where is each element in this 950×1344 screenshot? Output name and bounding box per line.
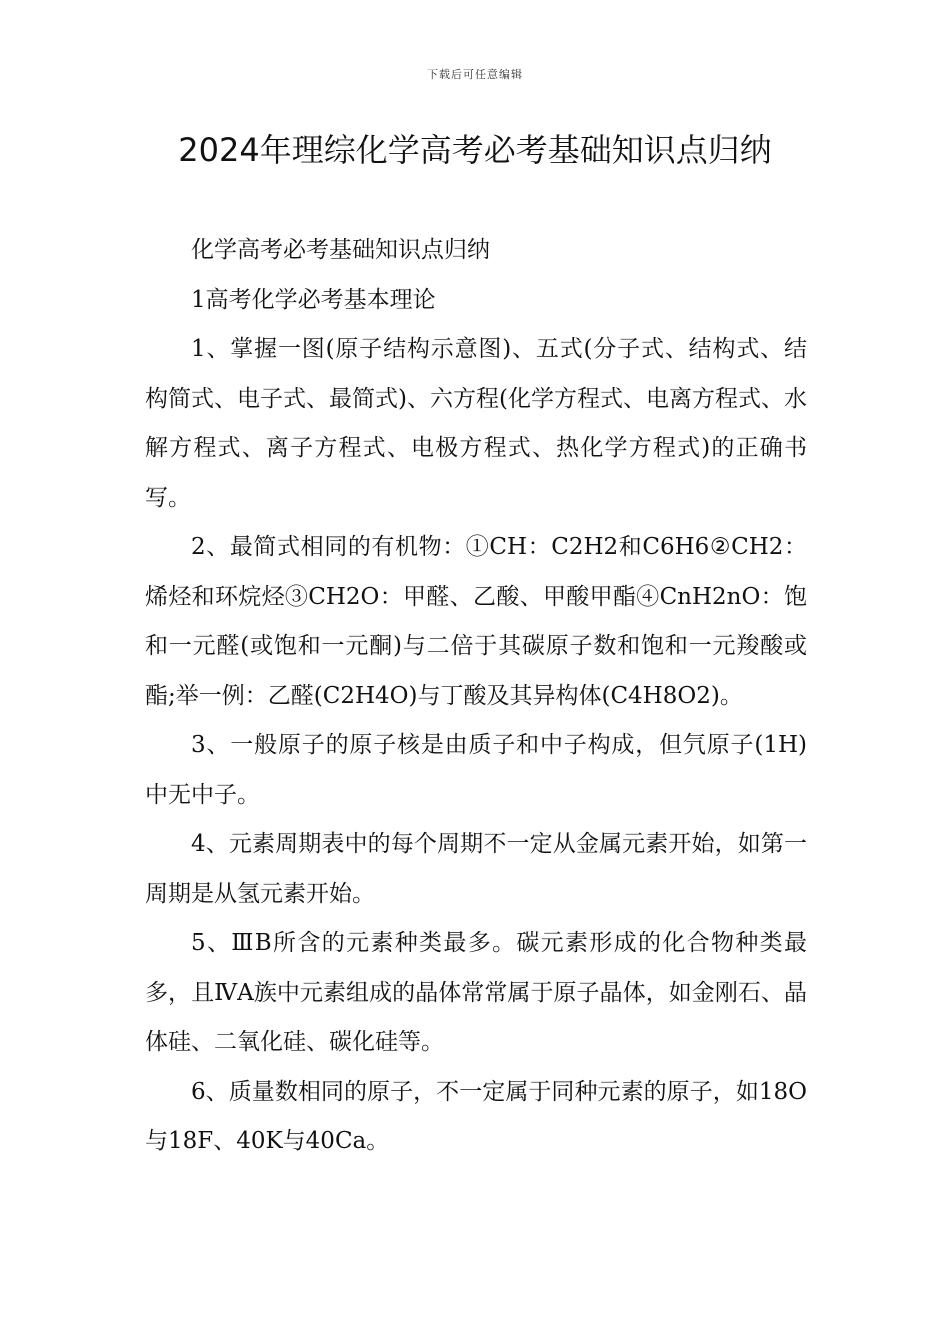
paragraph-item-4: 4、元素周期表中的每个周期不一定从金属元素开始，如第一周期是从氢元素开始。 xyxy=(145,831,807,907)
paragraph-item-2: 2、最简式相同的有机物：①CH：C2H2和C6H6②CH2：烯烃和环烷烃③CH2O：甲醛、乙酸、甲酸甲酯④CnH2nO：饱和一元醛(或饱和一元酮)与二倍于其碳原子数和饱和一元羧酸或酯;举一例：乙醛(C2H4O)与丁酸及其异构体(C4H8O2)。 xyxy=(145,534,807,709)
paragraph-item-5: 5、ⅢB所含的元素种类最多。碳元素形成的化合物种类最多，且ⅣA族中元素组成的晶体常常属于原子晶体，如金刚石、晶体硅、二氧化硅、碳化硅等。 xyxy=(145,930,807,1055)
paragraph-item-3: 3、一般原子的原子核是由质子和中子构成，但氕原子(1H)中无中子。 xyxy=(145,732,807,808)
paragraph-item-6: 6、质量数相同的原子，不一定属于同种元素的原子，如18O与18F、40K与40Ca。 xyxy=(145,1078,807,1154)
paragraph-section-heading: 1高考化学必考基本理论 xyxy=(191,286,436,313)
paragraph-subtitle: 化学高考必考基础知识点归纳 xyxy=(191,237,490,263)
document-body xyxy=(145,226,807,1167)
paragraph-item-1: 1、掌握一图(原子结构示意图)、五式(分子式、结构式、结构简式、电子式、最简式)、六方程(化学方程式、电离方程式、水解方程式、离子方程式、电极方程式、热化学方程式)的正确书写。 xyxy=(145,336,807,511)
header-note: 下载后可任意编辑 xyxy=(427,68,523,81)
document-title: 2024年理综化学高考必考基础知识点归纳 xyxy=(178,131,772,169)
